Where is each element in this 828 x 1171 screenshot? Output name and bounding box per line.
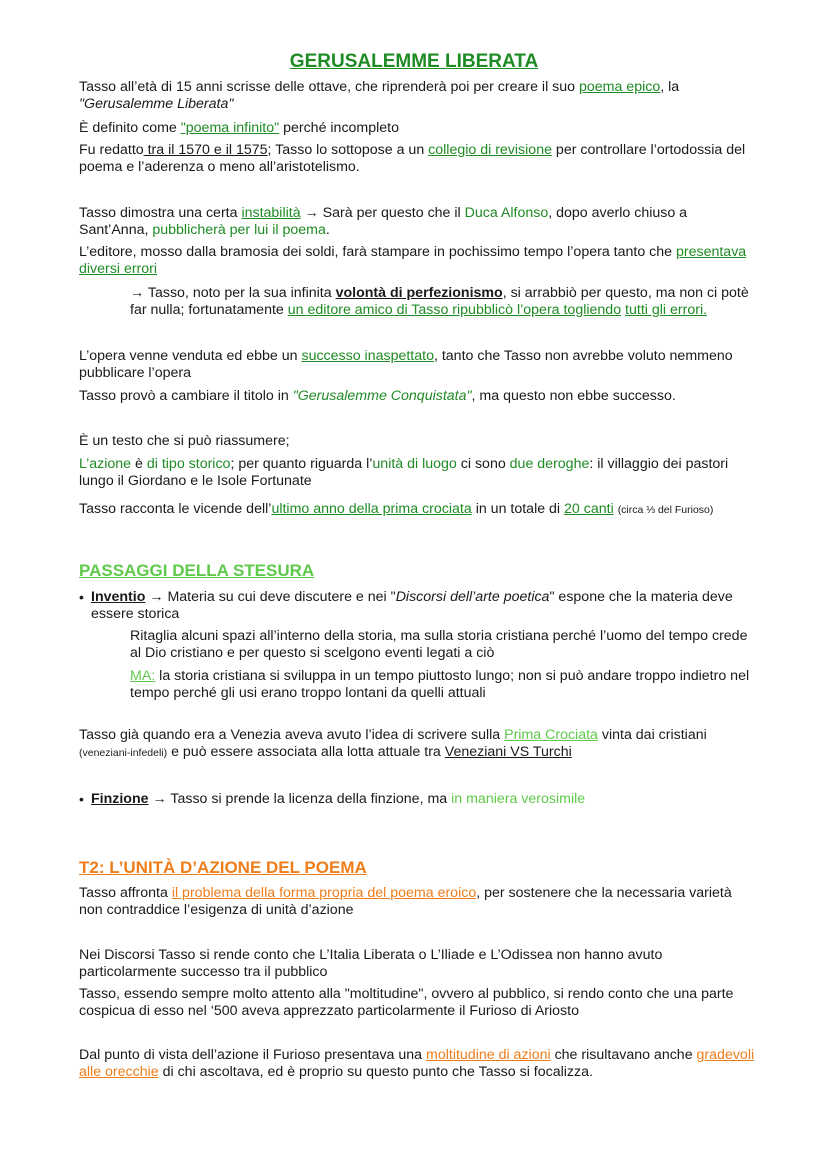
unity-paragraph-3: Tasso, essendo sempre molto attento alla "moltitudine", ovvero al pubblico, si rendo conto che una parte cospicua di esso nel ‘500 aveva apprezzato particolarmente il Furioso di Ariosto [79, 986, 734, 1019]
instability-paragraph-2: L’editore, mosso dalla bramosia dei soldi, farà stampare in pochissimo tempo l’opera tanto che presentava diversi errori [79, 244, 747, 277]
intro-paragraph-1: Tasso all’età di 15 anni scrisse delle ottave, che riprenderà poi per creare il suo poema epico, la "Gerusalemme Liberata" [79, 79, 680, 112]
unity-paragraph-2: Nei Discorsi Tasso si rende conto che L’Italia Liberata o L’Iliade e L’Odissea non hanno avuto particolarmente successo tra il pubblico [79, 947, 663, 980]
inventio-detail-1: Ritaglia alcuni spazi all’interno della storia, ma sulla storia cristiana perché l’uomo del tempo crede al Dio cristiano e per questo si scelgono eventi legati a ciò [130, 628, 748, 661]
summary-crusade-paragraph: Tasso racconta le vicende dell’ultimo anno della prima crociata in un totale di 20 canti (circa ⅓ del Furioso) [79, 501, 714, 517]
bullet-icon: • [79, 791, 84, 807]
title-change-paragraph: Tasso provò a cambiare il titolo in "Gerusalemme Conquistata", ma questo non ebbe successo. [79, 388, 676, 404]
inventio-item: Inventio → Materia su cui deve discutere e nei "Discorsi dell’arte poetica" espone che la materia deve essere storica [91, 589, 733, 622]
success-paragraph: L’opera venne venduta ed ebbe un successo inaspettato, tanto che Tasso non avrebbe voluto nemmeno pubblicare l’opera [79, 348, 733, 381]
bullet-icon: • [79, 589, 84, 605]
finzione-item: Finzione → Tasso si prende la licenza della finzione, ma in maniera verosimile [91, 791, 586, 807]
inventio-detail-2: MA: la storia cristiana si sviluppa in un tempo piuttosto lungo; non si può andare troppo indietro nel tempo perché gli usi erano troppo lontani da quelli attuali [130, 668, 750, 701]
intro-paragraph-3: Fu redatto tra il 1570 e il 1575; Tasso lo sottopose a un collegio di revisione per controllare l’ortodossia del poema e l’aderenza o meno all’aristotelismo. [79, 142, 746, 175]
intro-paragraph-2: È definito come "poema infinito" perché incompleto [79, 120, 400, 136]
instability-paragraph-1: Tasso dimostra una certa instabilità → Sarà per questo che il Duca Alfonso, dopo averlo chiuso a Sant’Anna, pubblicherà per lui il poema. [79, 205, 688, 238]
unity-paragraph-1: Tasso affronta il problema della forma propria del poema eroico, per sostenere che la necessaria varietà non contraddice l’esigenza di unità d’azione [79, 885, 732, 918]
venezia-paragraph: Tasso già quando era a Venezia aveva avuto l’idea di scrivere sulla Prima Crociata vinta dai cristiani (veneziani-infedeli) e può essere associata alla lotta attuale tra Veneziani VS Turchi [79, 727, 707, 760]
section-heading-drafting: PASSAGGI DELLA STESURA [79, 561, 315, 580]
summary-action-paragraph: L’azione è di tipo storico; per quanto riguarda l’unità di luogo ci sono due deroghe: il villaggio dei pastori lungo il Giordano e le Isole Fortunate [79, 456, 729, 489]
unity-paragraph-4: Dal punto di vista dell’azione il Furioso presentava una moltitudine di azioni che risultavano anche gradevoli alle orecchie di chi ascoltava, ed è proprio su questo punto che Tasso si focalizza. [79, 1047, 755, 1080]
perfectionism-arrow-note: → Tasso, noto per la sua infinita volontà di perfezionismo, si arrabbiò per questo, ma non ci potè far nulla; fortunatamente un editore amico di Tasso ripubblicò l’opera togliendo tutti gli errori. [130, 285, 749, 318]
summary-intro: È un testo che si può riassumere; [79, 433, 290, 449]
page-title: GERUSALEMME LIBERATA [289, 51, 539, 72]
section-heading-unity-of-action: T2: L’UNITÀ D’AZIONE DEL POEMA [79, 858, 367, 877]
